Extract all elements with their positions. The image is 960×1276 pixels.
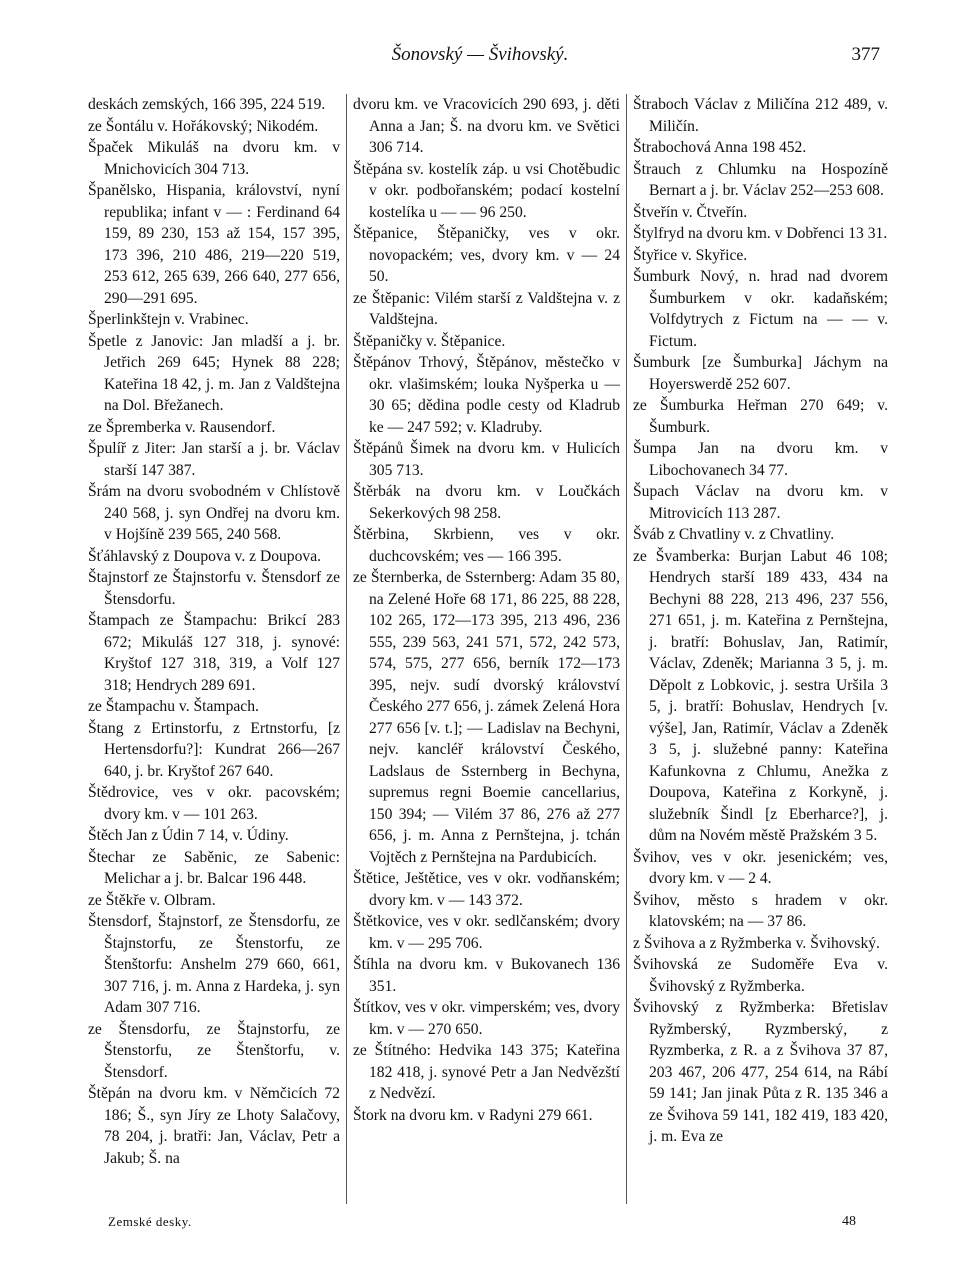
index-entry: Šťáhlavský z Doupova v. z Doupova. [88,547,322,565]
index-entry: Štrauch z Chlumku na Hospozíně Bernart a j. br. Václav 252—253 608. [633,160,888,199]
running-title: Šonovský — Švihovský. [391,44,569,65]
index-entry: Štěrbák na dvoru km. v Loučkách Sekerkových 98 258. [353,483,620,522]
index-entry: z Švihova a z Ryžmberka v. Švihovský. [633,934,880,952]
column-3 [626,94,888,1204]
index-entry: Štensdorf, Štajnstorf, ze Štensdorfu, ze Štajnstorfu, ze Štenstorfu, ze Štenštorfu: Anshelm 279 660, 661, 307 716, j. m. Anna z Hardeka, j. syn Adam 307 716. [88,913,340,1016]
index-entry: Štang z Ertinstorfu, z Ertnstorfu, [z Hertensdorfu?]: Kundrat 266—267 640, j. br. Kryštof 267 640. [88,719,340,780]
index-entry: ze Šternberka, de Ssternberg: Adam 35 80, na Zelené Hoře 68 171, 86 225, 88 228, 102 265, 172—173 395, 213 496, 236 555, 239 563, 241 571, 572, 242 573, 574, 575, 277 656, berník 172—173 395, nejv. sudí dvorský království Českého 277 656, j. zámek Zelená Hora 277 656 [v. t.]; — Ladislav na Bechyni, nejv. kancléř království Českého, Ladslaus de Ssternberg in Bechyna, supremus regni Boemie cancellarius, 150 394; — Vilém 37 86, 276 až 277 656, j. m. Anna z Pernštejna, j. tchán Vojtěch z Pernštejna na Pardubicích. [353,569,620,866]
footer-sheet-number: 48 [842,1214,856,1229]
index-entry: Štěpanice, Štěpaničky, ves v okr. novopackém; ves, dvory km. v — 24 50. [353,225,620,285]
index-entry: Švihov, město s hradem v okr. klatovském; na — 37 86. [633,891,888,930]
index-entry: Šupach Václav na dvoru km. v Mitrovicích 113 287. [633,483,888,522]
index-entry: Šumburk Nový, n. hrad nad dvorem Šumburkem v okr. kadaňském; Volfdytrych z Fictum na — — v. Fictum. [633,268,888,350]
index-entry: Šváb z Chvatliny v. z Chvatliny. [633,526,835,543]
index-entry: Štyřice v. Skyřice. [633,246,748,264]
index-entry: Štork na dvoru km. v Radyni 279 661. [353,1106,593,1124]
index-entry: ze Štensdorfu, ze Štajnstorfu, ze Štenstorfu, ze Štenštorfu, v. Štensdorf. [88,1020,340,1081]
index-entry: Štítkov, ves v okr. vimperském; ves, dvory km. v — 270 650. [353,999,620,1038]
index-entry: Štrabochová Anna 198 452. [633,139,807,156]
index-entry: Šumpa Jan na dvoru km. v Libochovanech 34 77. [633,440,888,479]
index-entry: Štylfryd na dvoru km. v Dobřenci 13 31. [633,225,888,242]
index-entry: Štěpánov Trhový, Štěpánov, městečko v okr. vlašimském; louka Nyšperka u — 30 65; dědina podle cesty od Kladrub ke — 247 592; v. Kladruby. [353,354,620,436]
index-entry: Švihovský z Ryžmberka: Břetislav Ryžmberský, Ryzmberský, z Ryzmberka, z R. a z Švihova 37 87, 203 467, 206 477, 254 614, na Rábí 59 141; Jan jinak Půta z R. 135 346 a ze Švihova 59 141, 182 419, 183 420, j. m. Eva ze [633,999,888,1145]
index-columns [88,94,888,1204]
index-entry: dvoru km. ve Vracovicích 290 693, j. děti Anna a Jan; Š. na dvoru km. ve Světici 306 714. [353,96,620,156]
index-entry: Španělsko, Hispania, království, nyní republika; infant v — : Ferdinand 64 159, 89 230, 153 až 154, 157 395, 173 396, 210 486, 219—220 519, 253 612, 265 639, 266 640, 277 656, 290—291 695. [88,182,340,307]
index-entry: Štědrovice, ves v okr. pacovském; dvory km. v — 101 263. [88,784,340,823]
index-entry: ze Štěkře v. Olbram. [88,891,216,909]
column-2 [346,94,620,1204]
index-entry: Šperlinkštejn v. Vrabinec. [88,311,249,328]
page-footer [0,1214,960,1238]
index-entry: Šumburk [ze Šumburka] Jáchym na Hoyerswerdě 252 607. [633,354,888,393]
index-entry: Štampach ze Štampachu: Brikcí 283 672; Mikuláš 127 318, j. synové: Kryštof 127 318, 319, a Volf 127 318; Hendrych 289 691. [88,612,340,694]
index-entry: ze Špremberka v. Rausendorf. [88,418,276,436]
index-entry: Štěch Jan z Údin 7 14, v. Údiny. [88,827,289,844]
index-entry: Štechar ze Saběnic, ze Sabenic: Melichar a j. br. Balcar 196 448. [88,848,340,887]
index-entry: ze Švamberka: Burjan Labut 46 108; Hendrych starší 189 433, 434 na Bechyni 88 228, 213 496, 237 556, 271 651, j. m. Kateřina z Pernštejna, j. bratří: Bohuslav, Jan, Ratimír, Václav, Zdeněk; Marianna 3 5, j. m. Děpolt z Lobkovic, j. sestra Uršila 3 5, j. bratří: Bohuslav, Hendrych [v. výše], Jan, Ratimír, Václav a Zdeněk 3 5, j. služebné panny: Kateřina Kafunkovna z Chlumu, Anežka z Doupova, Kateřina z Korkyně, j. služebník Šindl [z Eberharce?], j. dům na Novém městě Pražském 3 5. [633,547,888,844]
index-entry: Štěpaničky v. Štěpanice. [353,332,506,350]
index-entry: Švihov, ves v okr. jesenickém; ves, dvory km. v — 2 4. [633,848,888,887]
index-entry: Špulíř z Jiter: Jan starší a j. br. Václav starší 147 387. [88,440,340,479]
index-entry: Špaček Mikuláš na dvoru km. v Mnichovicích 304 713. [88,139,340,178]
index-entry: Štajnstorf ze Štajnstorfu v. Štensdorf ze Štensdorfu. [88,569,340,608]
index-entry: Štěpánů Šimek na dvoru km. v Hulicích 305 713. [353,440,620,479]
index-entry: Štěpána sv. kostelík záp. u vsi Chotěbudic v okr. podbořanském; podací kostelní kostelíka u — — 96 250. [353,160,620,221]
index-entry: Špetle z Janovic: Jan mladší a j. br. Jetřich 269 645; Hynek 88 228; Kateřina 18 42, j. m. Jan z Valdštejna na Dol. Břežanech. [88,332,340,414]
index-entry: Štíhla na dvoru km. v Bukovanech 136 351. [353,956,620,995]
index-entry: Švihovská ze Sudoměře Eva v. Švihovský z Ryžmberka. [633,956,888,995]
index-entry: Štětkovice, ves v okr. sedlčanském; dvory km. v — 295 706. [353,913,620,952]
index-entry: ze Štěpanic: Vilém starší z Valdštejna v. z Valdštejna. [353,289,620,328]
column-1 [88,94,340,1204]
footer-signature: Zemské desky. [108,1214,192,1229]
index-entry: Štveřín v. Čtveřín. [633,203,748,221]
page-number: 377 [851,44,880,65]
index-entry: Štětice, Ještětice, ves v okr. vodňanském; dvory km. v — 143 372. [353,870,620,909]
page-header [0,44,960,74]
index-entry: deskách zemských, 166 395, 224 519. [88,96,326,113]
index-entry: ze Šumburka Heřman 270 649; v. Šumburk. [633,397,888,436]
index-entry: ze Štampachu v. Štampach. [88,698,259,715]
index-entry: ze Štítného: Hedvika 143 375; Kateřina 182 418, j. synové Petr a Jan Nedvězští z Nedvězí. [353,1042,620,1102]
index-entry: Štěpán na dvoru km. v Němčicích 72 186; Š., syn Jíry ze Lhoty Salačovy, 78 204, j. bratři: Jan, Václav, Petr a Jakub; Š. na [88,1085,340,1167]
index-entry: ze Šontálu v. Hořákovský; Nikodém. [88,117,319,135]
index-entry: Šrám na dvoru svobodném v Chlístově 240 568, j. syn Ondřej na dvoru km. v Hojšíně 239 565, 240 568. [88,483,340,543]
index-entry: Štraboch Václav z Miličína 212 489, v. Miličín. [633,96,888,135]
index-entry: Štěrbina, Skrbienn, ves v okr. duchcovském; ves — 166 395. [353,526,620,565]
